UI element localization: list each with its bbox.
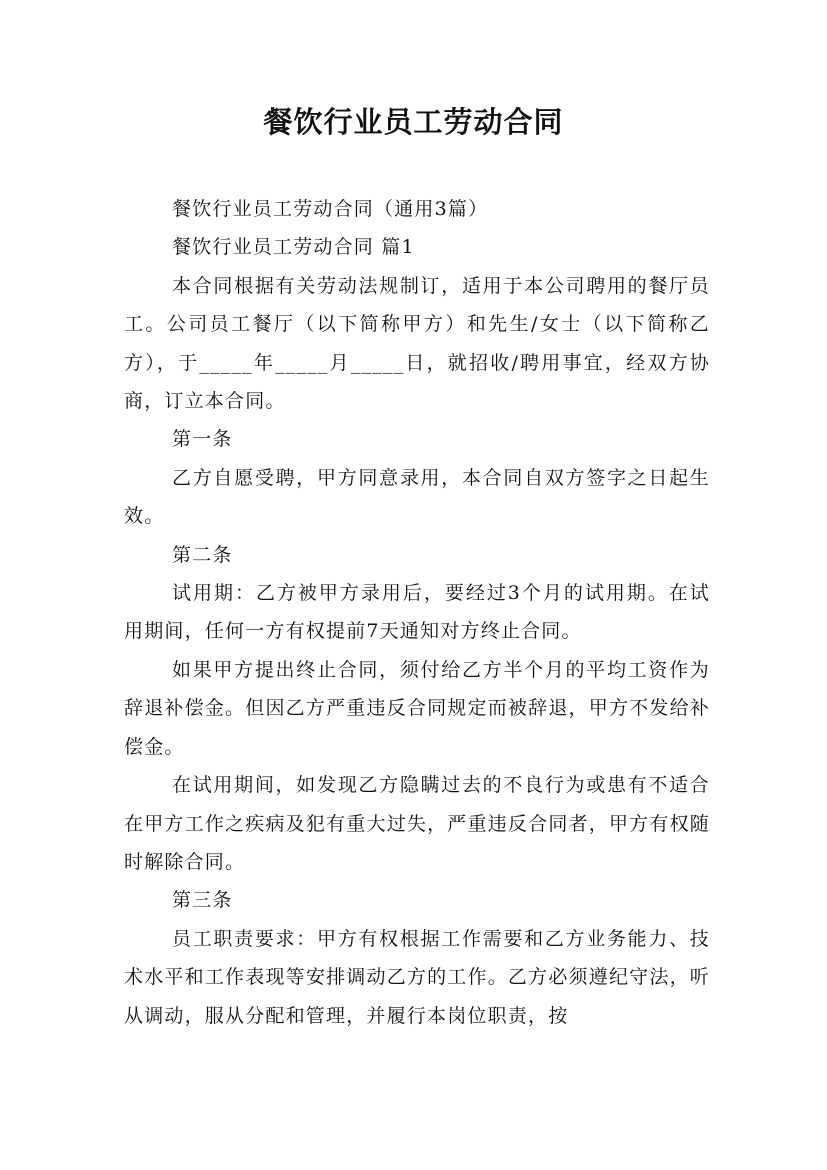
document-body — [124, 190, 710, 1035]
document-title: 餐饮行业员工劳动合同 — [263, 105, 564, 139]
section-heading: 餐饮行业员工劳动合同 篇1 — [172, 236, 415, 259]
body-paragraph: 员工职责要求：甲方有权根据工作需要和乙方业务能力、技术水平和工作表现等安排调动乙方的工作。乙方必须遵纪守法，听从调动，服从分配和管理，并履行本岗位职责，按 — [124, 927, 710, 1027]
article-heading: 第一条 — [172, 428, 233, 451]
article-heading: 第三条 — [172, 889, 233, 912]
article-heading: 第二条 — [172, 543, 233, 566]
body-paragraph: 在试用期间，如发现乙方隐瞒过去的不良行为或患有不适合在甲方工作之疾病及犯有重大过失，严重违反合同者，甲方有权随时解除合同。 — [124, 774, 710, 873]
body-paragraph: 本合同根据有关劳动法规制订，适用于本公司聘用的餐厅员工。公司员工餐厅（以下简称甲方）和先生/女士（以下简称乙方），于_____年_____月_____日，就招收/聘用事宜，经双方协商，订立本合同。 — [124, 274, 710, 413]
body-paragraph: 如果甲方提出终止合同，须付给乙方半个月的平均工资作为辞退补偿金。但因乙方严重违反合同规定而被辞退，甲方不发给补偿金。 — [124, 658, 710, 758]
body-paragraph: 乙方自愿受聘，甲方同意录用，本合同自双方签字之日起生效。 — [124, 466, 710, 528]
subtitle-paragraph: 餐饮行业员工劳动合同（通用3篇） — [172, 198, 489, 220]
body-paragraph: 试用期：乙方被甲方录用后，要经过3个月的试用期。在试用期间，任何一方有权提前7天通知对方终止合同。 — [124, 582, 710, 643]
